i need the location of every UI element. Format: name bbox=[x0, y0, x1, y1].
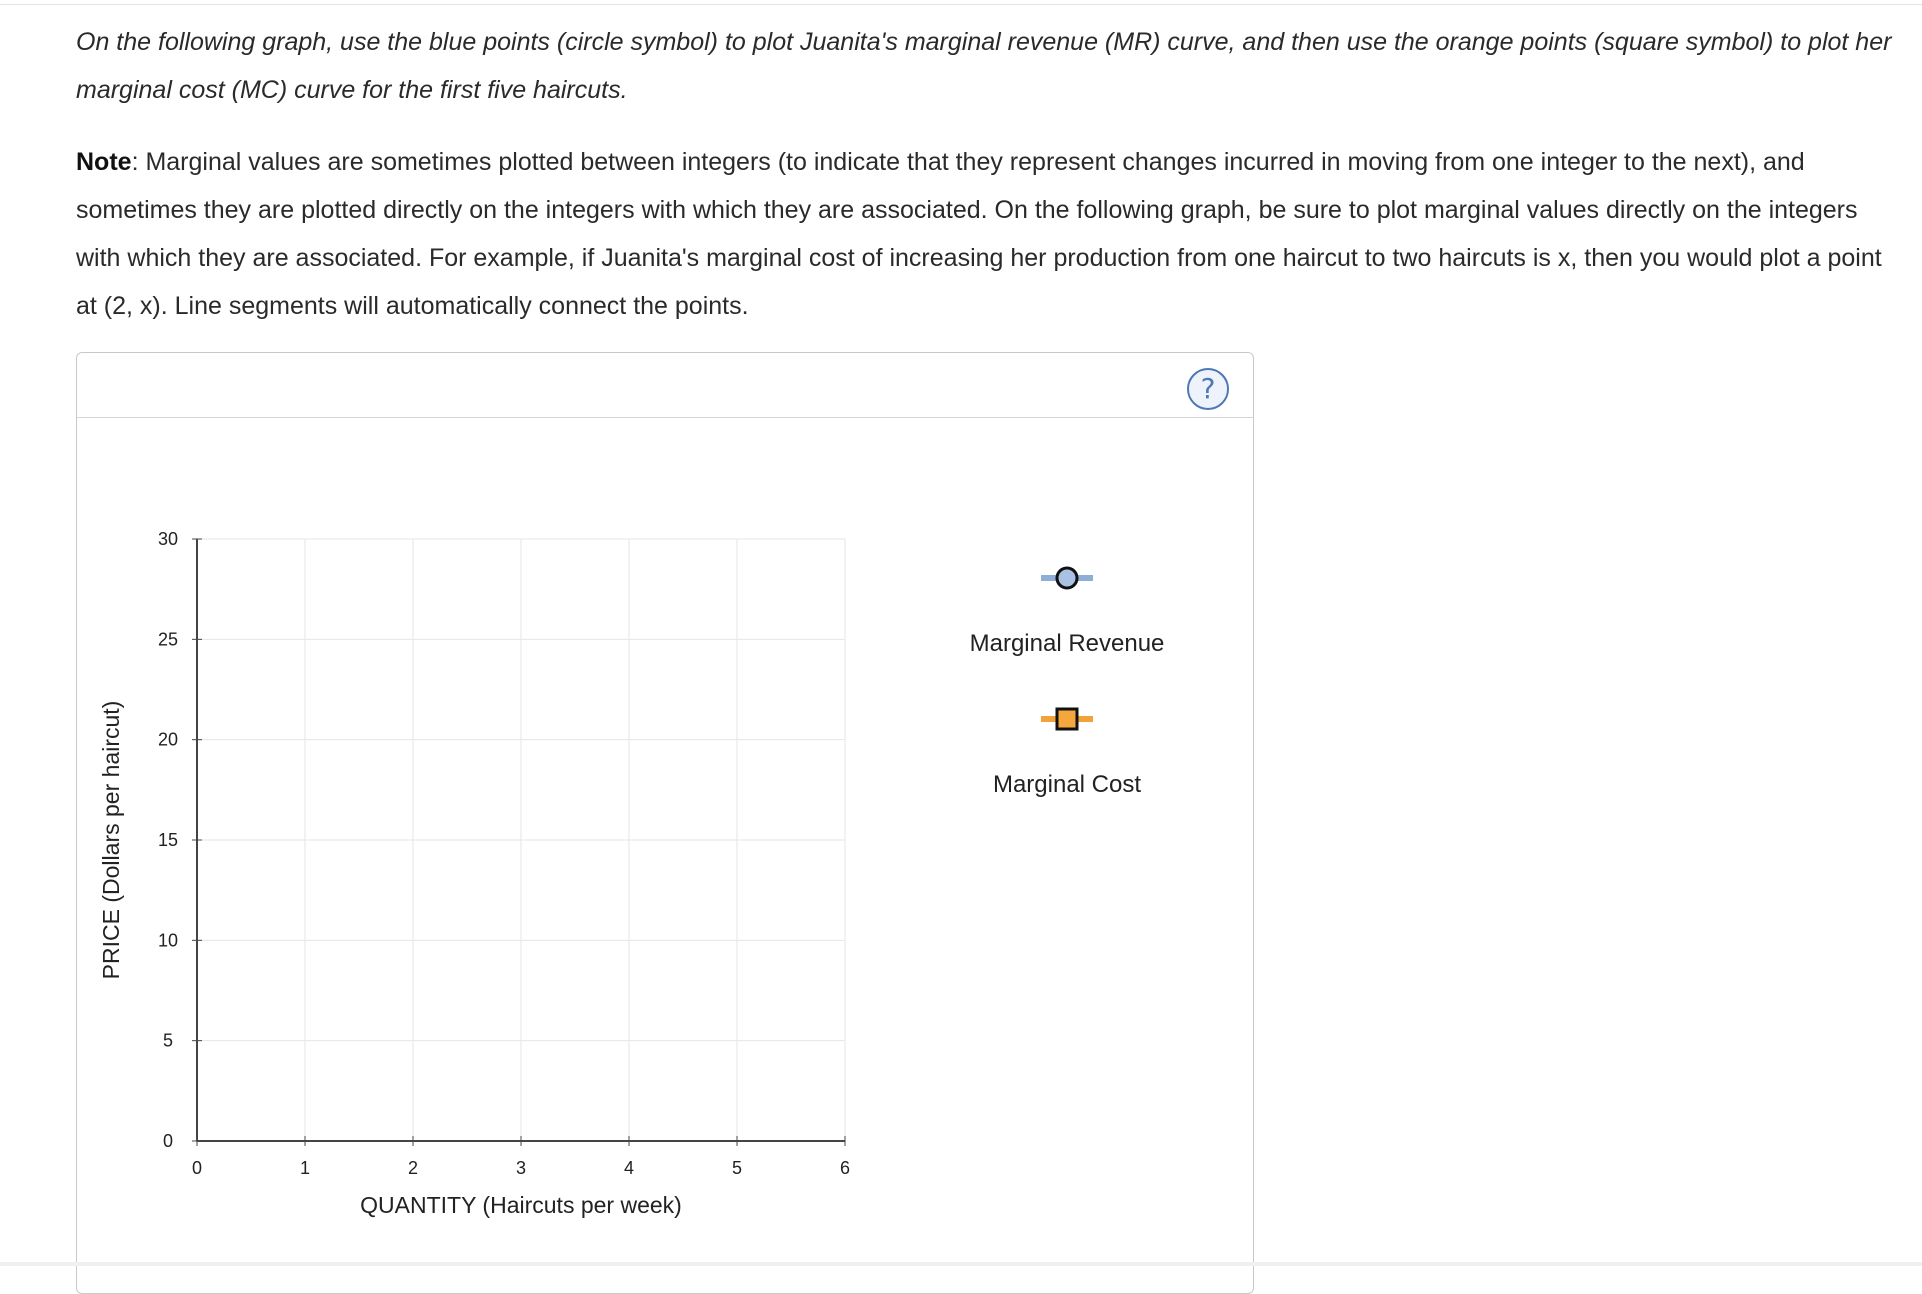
bottom-gutter bbox=[0, 1262, 1922, 1266]
instructions-text: On the following graph, use the blue points (circle symbol) to plot Juanita's marginal revenue (MR) curve, and then use the orange points (square symbol) to plot her marginal cost (MC) curve for the first five haircuts. bbox=[76, 28, 1892, 104]
top-divider bbox=[0, 0, 1922, 5]
y-tick-label: 20 bbox=[157, 729, 179, 750]
y-tick-label: 15 bbox=[157, 830, 179, 850]
note-paragraph bbox=[76, 138, 1906, 330]
x-axis-title: QUANTITY (Haircuts per week) bbox=[360, 1192, 682, 1218]
x-tick-label: 0 bbox=[191, 1158, 203, 1178]
x-tick-label: 2 bbox=[407, 1158, 419, 1178]
marginal-cost-square-icon bbox=[1057, 709, 1077, 729]
y-tick-label: 0 bbox=[162, 1131, 174, 1151]
y-tick-label: 30 bbox=[157, 529, 179, 549]
x-tick-label: 4 bbox=[623, 1158, 635, 1178]
marginal-revenue-tool[interactable] bbox=[970, 568, 1165, 657]
graph-panel bbox=[76, 352, 1254, 1294]
x-tick-label: 6 bbox=[839, 1158, 851, 1178]
x-tick-label: 1 bbox=[299, 1158, 311, 1178]
marginal-cost-tool[interactable] bbox=[993, 709, 1141, 798]
note-label: Note bbox=[76, 148, 132, 176]
y-axis-title: PRICE (Dollars per haircut) bbox=[98, 700, 124, 980]
legend-marginal-cost-label: Marginal Cost bbox=[992, 771, 1142, 798]
y-tick-label: 25 bbox=[157, 629, 179, 650]
x-tick-label: 5 bbox=[731, 1158, 743, 1178]
legend-marginal-revenue-label: Marginal Revenue bbox=[969, 630, 1165, 657]
note-text: : Marginal values are sometimes plotted between integers (to indicate that they represent changes incurred in moving from one integer to the next), and sometimes they are plotted directly on the integers with which they are associated. On the following graph, be sure to plot marginal values directly on the integers with which they are associated. For example, if Juanita's marginal cost of increasing her production from one haircut to two haircuts is x, then you would plot a point at (2, x). Line segments will automatically connect the points. bbox=[76, 148, 1882, 320]
marginal-revenue-circle-icon bbox=[1057, 568, 1077, 588]
question-mark-circle-icon: ? bbox=[1200, 372, 1216, 405]
y-tick-label: 10 bbox=[157, 930, 179, 951]
y-tick-label: 5 bbox=[162, 1030, 174, 1051]
graph-canvas[interactable] bbox=[77, 353, 1253, 1293]
x-tick-label: 3 bbox=[515, 1158, 527, 1178]
